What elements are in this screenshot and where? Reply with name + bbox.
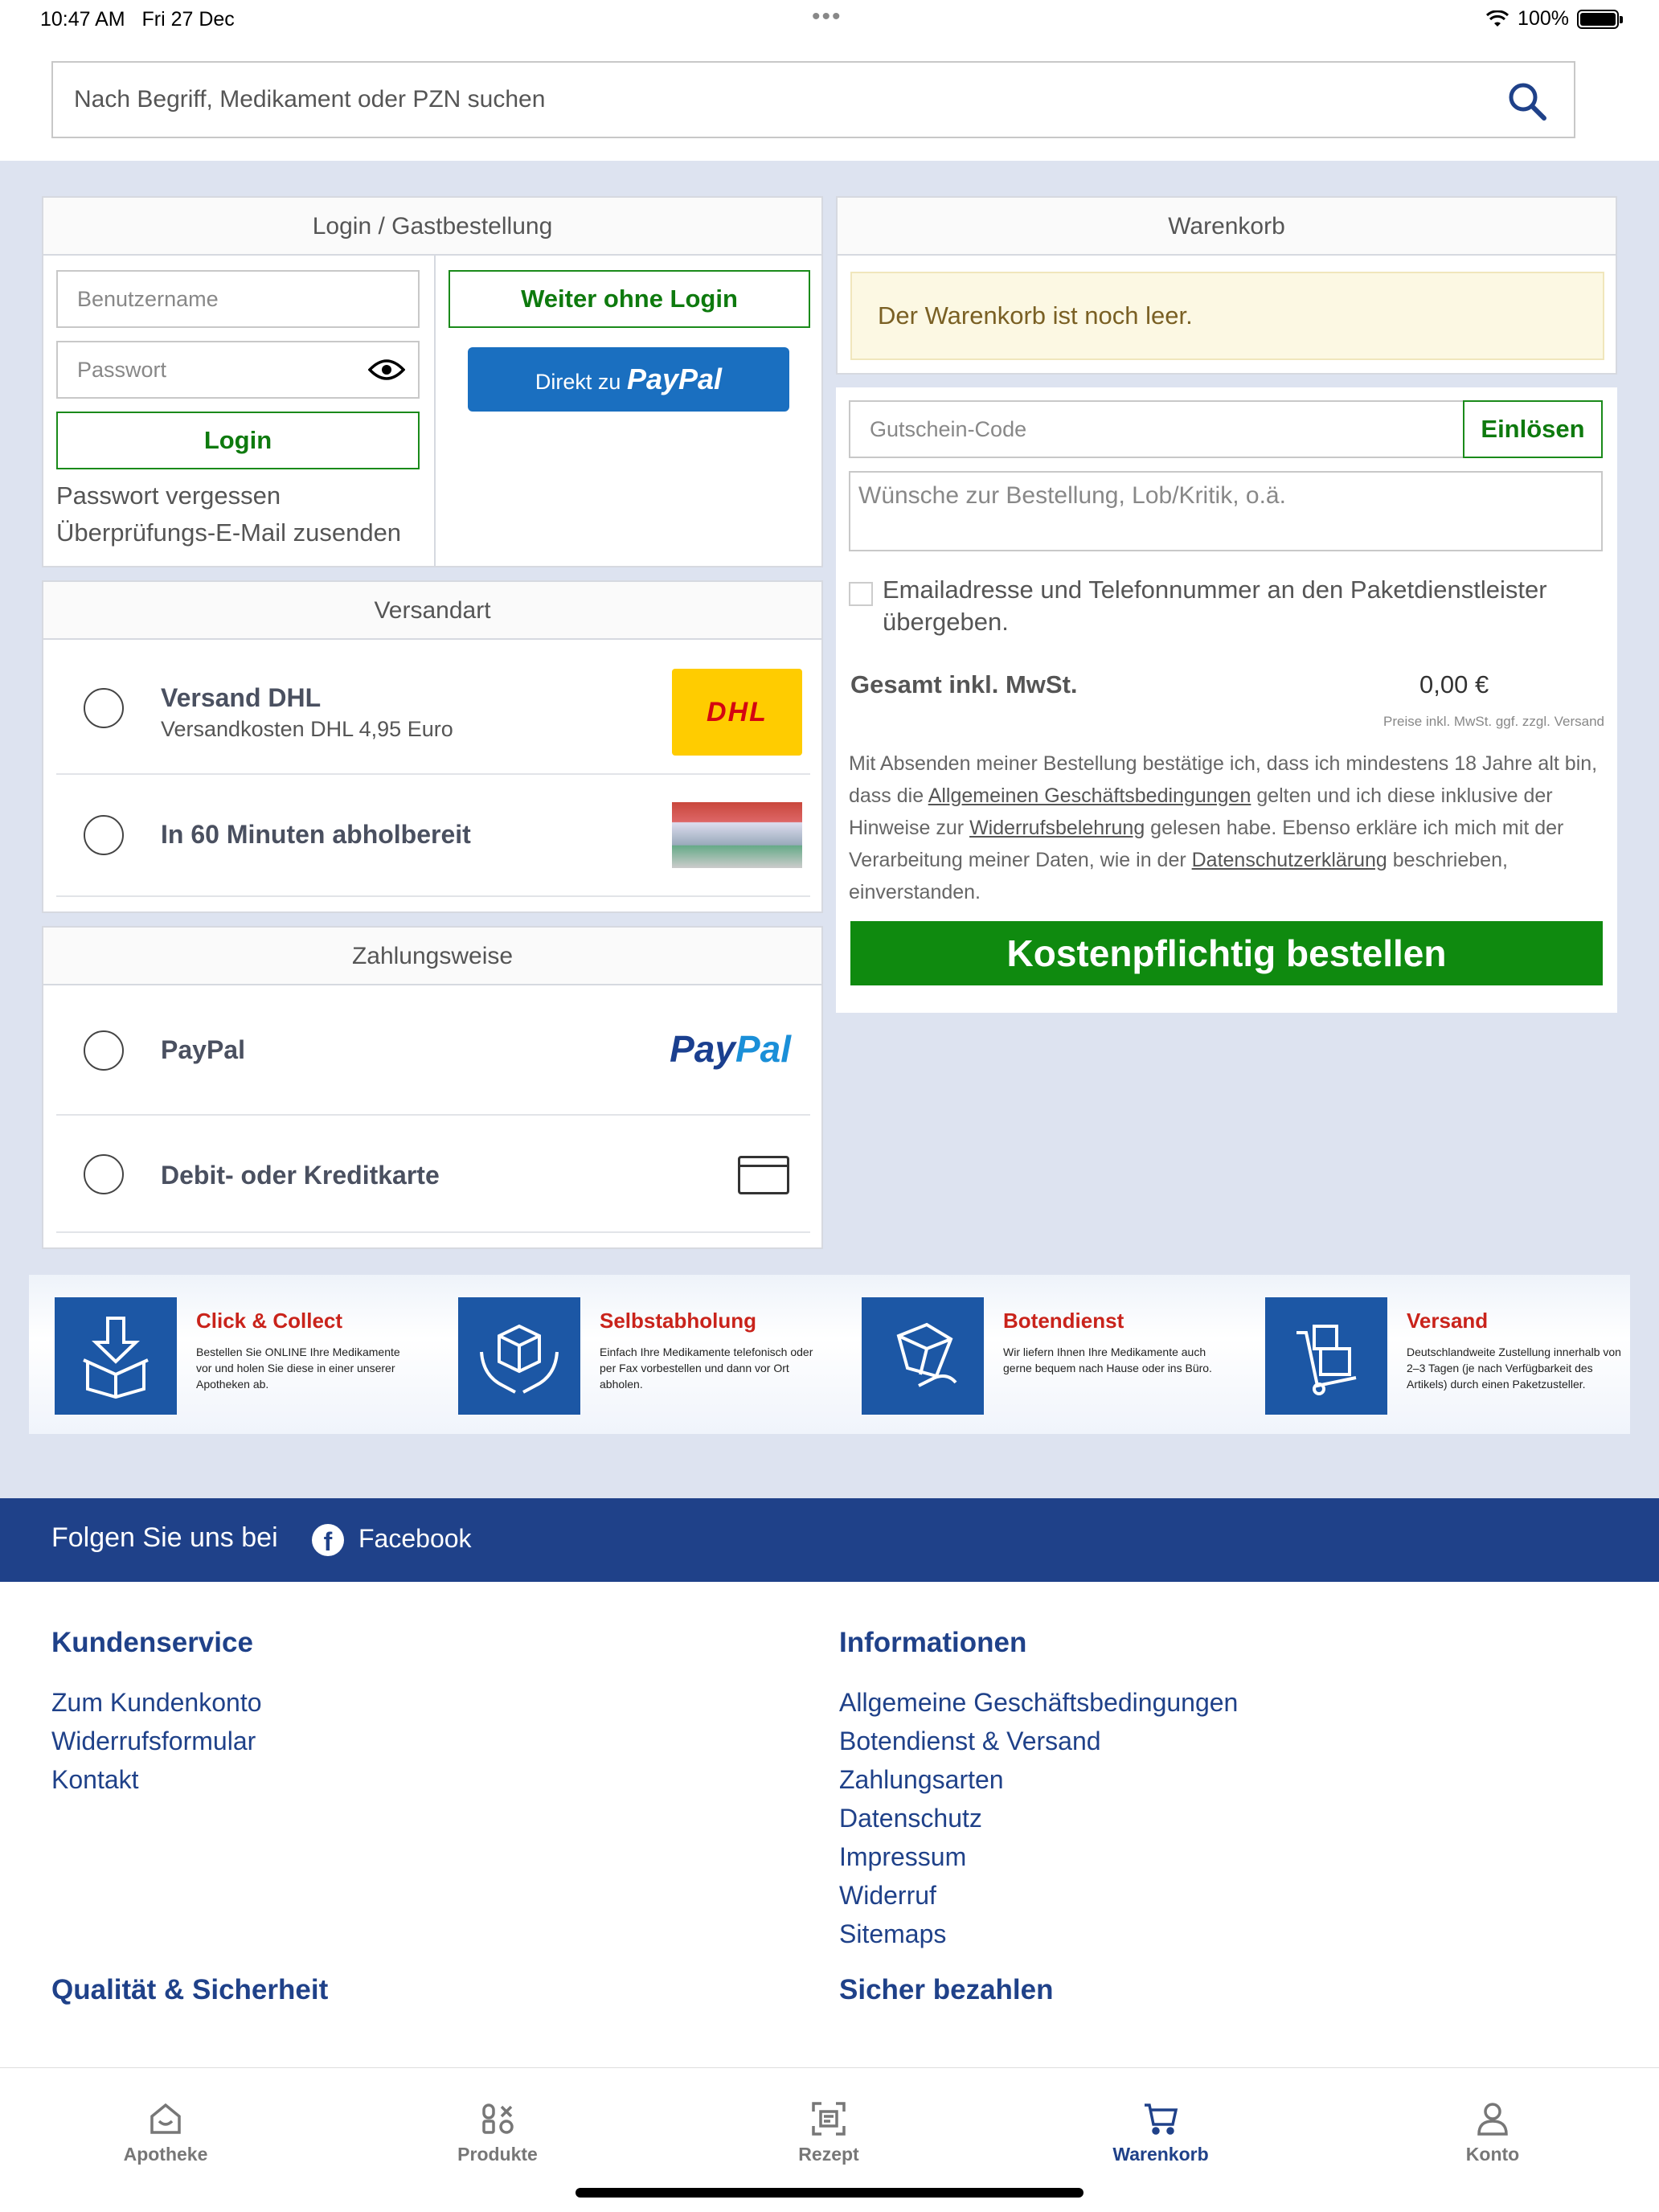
agb-link[interactable]: Allgemeinen Geschäftsbedingungen bbox=[928, 784, 1251, 807]
secure-pay-heading: Sicher bezahlen bbox=[839, 1974, 1054, 2005]
service-desc: Deutschlandweite Zustellung innerhalb von 2–3 Tagen (je nach Verfügbarkeit des Artikels) durch einen Paketzusteller. bbox=[1407, 1346, 1621, 1391]
voucher-placeholder: Gutschein-Code bbox=[870, 417, 1027, 441]
footer-link[interactable]: Impressum bbox=[839, 1842, 967, 1871]
privacy-link[interactable]: Datenschutzerklärung bbox=[1191, 849, 1387, 871]
resend-email-link[interactable]: Überprüfungs-E-Mail zusenden bbox=[56, 518, 402, 547]
footer-link[interactable]: Kontakt bbox=[51, 1765, 139, 1794]
facebook-icon[interactable]: f bbox=[312, 1524, 344, 1556]
service-title: Click & Collect bbox=[196, 1309, 343, 1333]
footer-link[interactable]: Widerrufsformular bbox=[51, 1727, 256, 1755]
tab-warenkorb[interactable] bbox=[1080, 2100, 1241, 2165]
login-divider bbox=[434, 256, 436, 567]
footer-link[interactable]: Allgemeine Geschäftsbedingungen bbox=[839, 1688, 1239, 1717]
tab-konto[interactable] bbox=[1412, 2100, 1573, 2165]
payment-radio-card[interactable] bbox=[84, 1154, 124, 1194]
search-header bbox=[0, 39, 1659, 161]
follow-label: Folgen Sie uns bei bbox=[51, 1522, 278, 1553]
cart-panel bbox=[836, 196, 1617, 375]
search-icon[interactable] bbox=[1505, 79, 1550, 124]
guest-options bbox=[449, 270, 812, 412]
service-botendienst bbox=[862, 1297, 1247, 1415]
login-panel bbox=[42, 196, 823, 567]
tab-label: Konto bbox=[1465, 2144, 1520, 2165]
service-title: Versand bbox=[1407, 1309, 1489, 1333]
service-title: Botendienst bbox=[1003, 1309, 1124, 1333]
footer-link[interactable]: Zahlungsarten bbox=[839, 1765, 1004, 1794]
login-button[interactable]: Login bbox=[56, 412, 420, 469]
wifi-icon bbox=[1485, 10, 1509, 28]
shipping-radio-pickup[interactable] bbox=[84, 815, 124, 855]
footer-link[interactable]: Zum Kundenkonto bbox=[51, 1688, 262, 1717]
pharmacy-home-icon bbox=[147, 2100, 184, 2137]
shipping-option-dhl[interactable] bbox=[56, 640, 810, 775]
payment-panel bbox=[42, 926, 823, 1249]
password-field[interactable] bbox=[56, 341, 420, 399]
footer-link[interactable]: Datenschutz bbox=[839, 1804, 982, 1833]
paypal-logo: PayPal bbox=[670, 1028, 791, 1070]
service-click-collect bbox=[55, 1297, 440, 1415]
hand-truck-icon bbox=[1265, 1297, 1387, 1415]
total-value: 0,00 € bbox=[1419, 670, 1489, 698]
user-icon bbox=[1474, 2100, 1511, 2137]
consent-row bbox=[849, 574, 1603, 638]
order-comments-textarea[interactable]: Wünsche zur Bestellung, Lob/Kritik, o.ä. bbox=[849, 471, 1603, 551]
tab-label: Produkte bbox=[457, 2144, 538, 2165]
cart-panel-title: Warenkorb bbox=[838, 198, 1616, 256]
hands-box-icon bbox=[458, 1297, 580, 1415]
service-selbstabholung bbox=[458, 1297, 844, 1415]
service-desc: Einfach Ihre Medikamente telefonisch oder per Fax vorbestellen und dann vor Ort abholen. bbox=[600, 1346, 813, 1391]
payment-radio-paypal[interactable] bbox=[84, 1030, 124, 1071]
voucher-field[interactable] bbox=[849, 400, 1603, 458]
password-placeholder: Passwort bbox=[77, 358, 167, 382]
tab-rezept[interactable] bbox=[748, 2100, 909, 2165]
footer-heading: Kundenservice bbox=[51, 1627, 253, 1658]
tab-label: Apotheke bbox=[123, 2144, 208, 2165]
multitask-dots[interactable]: ••• bbox=[812, 3, 842, 30]
products-icon bbox=[479, 2100, 516, 2137]
payment-option-title: PayPal bbox=[161, 1035, 245, 1064]
hand-box-icon bbox=[862, 1297, 984, 1415]
status-right bbox=[1485, 7, 1619, 31]
credit-card-icon bbox=[738, 1156, 789, 1194]
login-panel-title: Login / Gastbestellung bbox=[43, 198, 821, 256]
status-time: 10:47 AM Fri 27 Dec bbox=[40, 8, 235, 31]
shipping-option-pickup[interactable] bbox=[56, 775, 810, 897]
price-note: Preise inkl. MwSt. ggf. zzgl. Versand bbox=[1383, 714, 1604, 729]
withdrawal-link[interactable]: Widerrufsbelehrung bbox=[969, 817, 1145, 839]
prescription-scan-icon bbox=[810, 2100, 847, 2137]
footer-heading: Informationen bbox=[839, 1627, 1027, 1658]
checkout-summary bbox=[836, 387, 1617, 1013]
search-box bbox=[51, 61, 1575, 138]
pharmacy-store-image bbox=[672, 802, 802, 868]
login-form bbox=[56, 270, 420, 551]
service-desc: Wir liefern Ihnen Ihre Medikamente auch gerne bequem nach Hause oder ins Büro. bbox=[1003, 1346, 1212, 1374]
tab-produkte[interactable] bbox=[417, 2100, 578, 2165]
redeem-voucher-button[interactable]: Einlösen bbox=[1463, 400, 1603, 458]
tab-apotheke[interactable] bbox=[85, 2100, 246, 2165]
legal-notice: Mit Absenden meiner Bestellung bestätige ich, dass ich mindestens 18 Jahre alt bin, dass die Allgemeinen Geschäftsbedingungen gelten und ich diese inklusive der Hinweise zur Widerrufsbelehrung gelesen habe. Ebenso erkläre ich mich mit der Verarbeitung meiner Daten, wie in der Datenschutzerklärung beschrieben, einverstanden. bbox=[849, 752, 1598, 903]
shipping-panel-title: Versandart bbox=[43, 582, 821, 640]
payment-option-paypal[interactable] bbox=[56, 985, 810, 1116]
payment-panel-title: Zahlungsweise bbox=[43, 928, 821, 985]
service-desc: Bestellen Sie ONLINE Ihre Medikamente vor und holen Sie diese in einer unserer Apotheken ab. bbox=[196, 1346, 400, 1391]
battery-icon bbox=[1577, 10, 1619, 29]
forgot-password-link[interactable]: Passwort vergessen bbox=[56, 481, 281, 510]
search-input[interactable] bbox=[53, 63, 1484, 137]
footer-kundenservice bbox=[51, 1627, 262, 1799]
facebook-link[interactable]: Facebook bbox=[358, 1524, 472, 1553]
paypal-express-button[interactable] bbox=[468, 347, 789, 412]
shipping-option-subtitle: Versandkosten DHL 4,95 Euro bbox=[161, 717, 453, 741]
payment-option-title: Debit- oder Kreditkarte bbox=[161, 1161, 440, 1190]
cart-empty-alert: Der Warenkorb ist noch leer. bbox=[850, 272, 1604, 360]
footer-link[interactable]: Widerruf bbox=[839, 1881, 936, 1910]
footer bbox=[0, 1582, 1659, 2067]
consent-checkbox[interactable] bbox=[849, 582, 873, 606]
status-bar bbox=[0, 0, 1659, 39]
footer-informationen bbox=[839, 1627, 1238, 1953]
shipping-radio-dhl[interactable] bbox=[84, 688, 124, 728]
social-bar bbox=[0, 1498, 1659, 1582]
guest-checkout-button[interactable]: Weiter ohne Login bbox=[449, 270, 810, 328]
quality-heading: Qualität & Sicherheit bbox=[51, 1974, 329, 2005]
tab-label: Warenkorb bbox=[1112, 2144, 1209, 2165]
place-order-button[interactable]: Kostenpflichtig bestellen bbox=[850, 921, 1603, 985]
consent-label: Emailadresse und Telefonnummer an den Paketdienstleister übergeben. bbox=[883, 576, 1547, 636]
cart-icon bbox=[1142, 2100, 1179, 2137]
dhl-logo: DHL bbox=[672, 669, 802, 756]
payment-option-card[interactable] bbox=[56, 1116, 810, 1233]
footer-link[interactable]: Sitemaps bbox=[839, 1919, 947, 1948]
tab-label: Rezept bbox=[798, 2144, 859, 2165]
paypal-prefix: Direkt zu bbox=[535, 370, 621, 394]
shipping-option-title: In 60 Minuten abholbereit bbox=[161, 820, 471, 849]
box-download-icon bbox=[55, 1297, 177, 1415]
battery-percent: 100% bbox=[1518, 7, 1569, 30]
shipping-panel bbox=[42, 580, 823, 913]
service-title: Selbstabholung bbox=[600, 1309, 756, 1333]
eye-icon[interactable] bbox=[368, 357, 405, 383]
footer-link[interactable]: Botendienst & Versand bbox=[839, 1727, 1101, 1755]
username-field[interactable]: Benutzername bbox=[56, 270, 420, 328]
paypal-brand: PayPal bbox=[626, 363, 723, 395]
shipping-option-title: Versand DHL bbox=[161, 683, 322, 712]
service-banner bbox=[29, 1275, 1630, 1434]
total-label: Gesamt inkl. MwSt. bbox=[850, 670, 1078, 698]
home-indicator[interactable] bbox=[576, 2188, 1083, 2198]
service-versand bbox=[1265, 1297, 1651, 1415]
